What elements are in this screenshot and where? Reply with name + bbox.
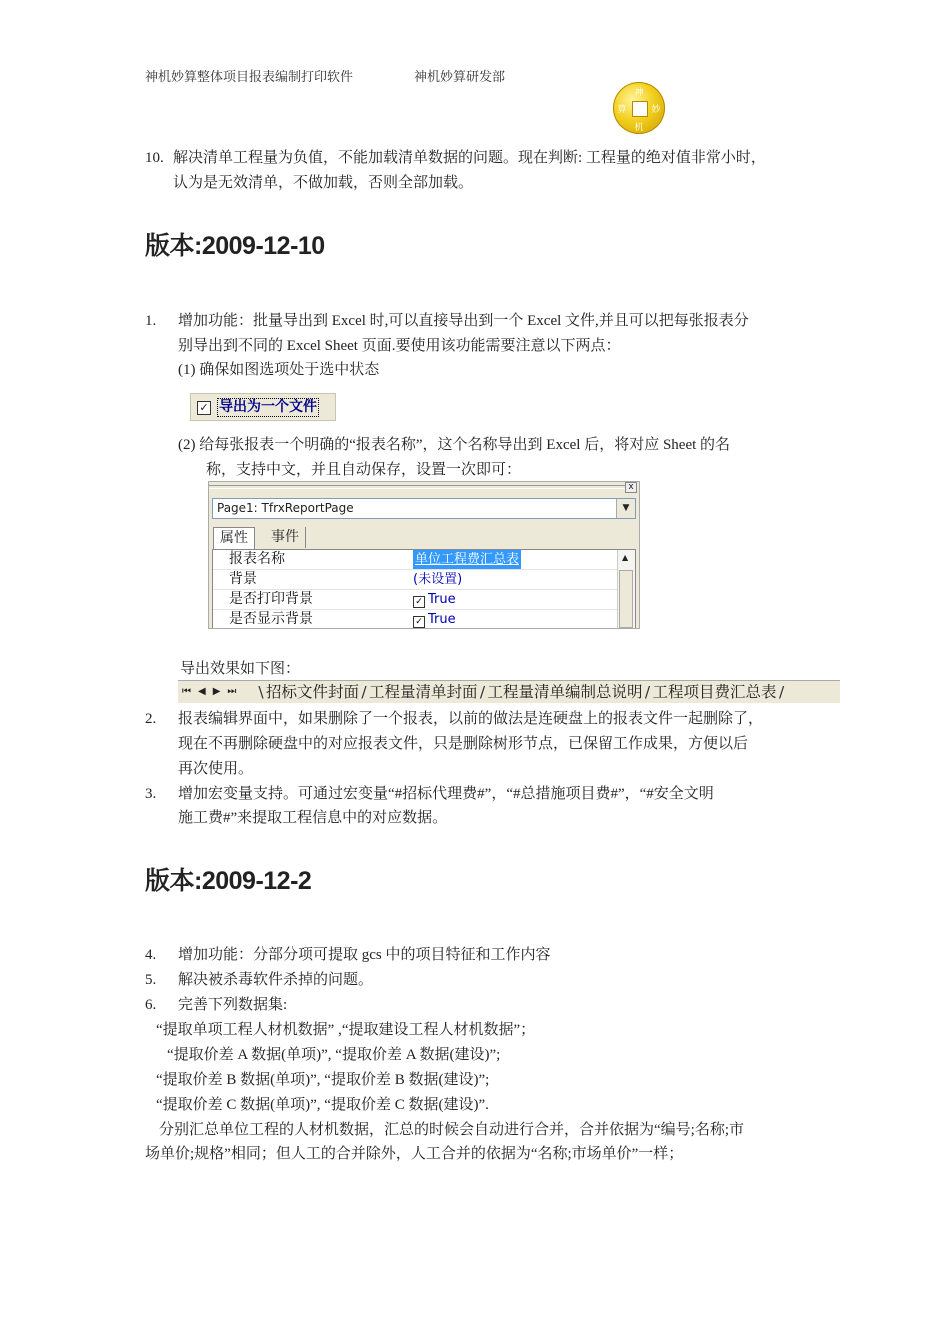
item2-line-3: 再次使用。 xyxy=(178,761,254,777)
checkbox-checked-icon: ✓ xyxy=(413,596,425,608)
property-row xyxy=(213,610,619,629)
property-inspector-image xyxy=(208,481,640,629)
item5-text: 解决被杀毒软件杀掉的问题。 xyxy=(178,972,374,988)
sheet-nav-arrows-icon: ⏮◀▶⏭ xyxy=(182,686,244,697)
property-key: 是否打印背景 xyxy=(229,591,313,607)
tab-events: 事件 xyxy=(265,527,306,548)
list-number-3: 3. xyxy=(145,786,157,802)
property-key: 是否显示背景 xyxy=(229,611,313,627)
item1-sub2-line-1: (2) 给每张报表一个明确的“报表名称”，这个名称导出到 Excel 后，将对应 Sheet 的名 xyxy=(178,437,731,453)
inspector-title-bar xyxy=(209,485,627,489)
checkbox-checked-icon: ✓ xyxy=(413,616,425,628)
export-one-file-checkbox-image xyxy=(190,393,336,421)
section-title-2009-12-2: 版本:2009-12-2 xyxy=(145,867,312,895)
property-value-text: True xyxy=(428,592,456,607)
sheet-tab: 工程项目费汇总表 xyxy=(652,683,777,701)
item3-line-1: 增加宏变量支持。可通过宏变量“#招标代理费#”，“#总措施项目费#”，“#安全文明 xyxy=(178,786,714,802)
sheet-tab: 招标文件封面 xyxy=(266,683,360,701)
list-number-5: 5. xyxy=(145,972,157,988)
coin-char-top: 神 xyxy=(634,88,644,98)
dataset-line-1: “提取单项工程人材机数据” ,“提取建设工程人材机数据”； xyxy=(156,1022,536,1038)
property-key: 背景 xyxy=(229,571,257,587)
scroll-up-icon: ▲ xyxy=(622,553,629,562)
tab-divider: / xyxy=(479,683,486,701)
item2-line-1: 报表编辑界面中，如果删除了一个报表，以前的做法是连硬盘上的报表文件一起删除了， xyxy=(178,711,764,727)
tab-divider: / xyxy=(778,683,785,701)
list-number-1: 1. xyxy=(145,313,157,329)
object-selector-combo xyxy=(212,498,636,519)
sheet-tab: 工程量清单封面 xyxy=(369,683,478,701)
list-number-6: 6. xyxy=(145,997,157,1013)
property-grid xyxy=(212,549,636,629)
coin-char-bottom: 机 xyxy=(634,123,644,133)
coin-square-hole xyxy=(632,101,648,117)
list-number-10: 10. xyxy=(145,150,164,166)
coin-logo-icon xyxy=(613,82,665,134)
item3-line-2: 施工费#”来提取工程信息中的对应数据。 xyxy=(178,810,448,826)
item1-line-2: 别导出到不同的 Excel Sheet 页面.要使用该功能需要注意以下两点： xyxy=(178,338,621,354)
excel-sheet-tabs-image xyxy=(178,680,840,703)
header-department: 神机妙算研发部 xyxy=(414,69,506,84)
section-title-2009-12-10: 版本:2009-12-10 xyxy=(145,232,325,260)
property-row xyxy=(213,590,619,610)
property-row xyxy=(213,570,619,590)
tab-divider: / xyxy=(644,683,651,701)
tab-properties: 属性 xyxy=(213,527,255,549)
property-value-selected: 单位工程费汇总表 xyxy=(415,552,520,567)
list-number-4: 4. xyxy=(145,947,157,963)
intro-line-1: 解决清单工程量为负值，不能加载清单数据的问题。现在判断: 工程量的绝对值非常小时， xyxy=(173,150,766,166)
item1-line-1: 增加功能：批量导出到 Excel 时,可以直接导出到一个 Excel 文件,并且可以把每张报表分 xyxy=(178,313,749,329)
dataset-line-2: “提取价差 A 数据(单项)”, “提取价差 A 数据(建设)”; xyxy=(167,1047,501,1063)
item4-text: 增加功能：分部分项可提取 gcs 中的项目特征和工作内容 xyxy=(178,947,551,963)
coin-char-left: 算 xyxy=(617,105,627,115)
list-number-2: 2. xyxy=(145,711,157,727)
coin-char-right: 妙 xyxy=(651,105,661,115)
item1-sub1: (1) 确保如图选项处于选中状态 xyxy=(178,362,380,378)
item6-text: 完善下列数据集: xyxy=(178,997,288,1013)
tab-divider: \ xyxy=(258,683,264,701)
property-value xyxy=(413,590,456,609)
intro-line-2: 认为是无效清单，不做加载，否则全部加载。 xyxy=(173,175,474,191)
scroll-thumb xyxy=(619,570,633,628)
property-key: 报表名称 xyxy=(229,551,285,567)
dataset-line-3: “提取价差 B 数据(单项)”, “提取价差 B 数据(建设)”; xyxy=(156,1072,490,1088)
sheet-tab: 工程量清单编制总说明 xyxy=(487,683,643,701)
property-row xyxy=(213,550,619,570)
chevron-down-icon: ▼ xyxy=(616,499,635,518)
item1-sub2-line-2: 称，支持中文，并且自动保存，设置一次即可： xyxy=(206,462,522,478)
object-selector-value: Page1: TfrxReportPage xyxy=(217,501,354,515)
property-value: (未设置) xyxy=(413,572,463,587)
sheet-tab-list xyxy=(256,682,787,702)
item2-line-2: 现在不再删除硬盘中的对应报表文件，只是删除树形节点，已保留工作成果，方便以后 xyxy=(178,736,749,752)
dataset-line-4: “提取价差 C 数据(单项)”, “提取价差 C 数据(建设)”. xyxy=(156,1097,489,1113)
property-value-text: True xyxy=(428,612,456,627)
checkbox-checked-icon: ✓ xyxy=(197,401,211,415)
close-icon: x xyxy=(625,482,637,493)
summary-line-2: 场单价;规格”相同；但人工的合并除外，人工合并的依据为“名称;市场单价”一样； xyxy=(145,1146,684,1162)
checkbox-label: 导出为一个文件 xyxy=(219,399,317,415)
vertical-scrollbar xyxy=(617,550,635,629)
property-value xyxy=(413,610,456,629)
summary-line-1: 分别汇总单位工程的人材机数据，汇总的时候会自动进行合并，合并依据为“编号;名称;市 xyxy=(159,1122,744,1138)
header-software-name: 神机妙算整体项目报表编制打印软件 xyxy=(145,69,354,84)
export-effect-label: 导出效果如下图： xyxy=(180,661,301,677)
tab-divider: / xyxy=(361,683,367,701)
